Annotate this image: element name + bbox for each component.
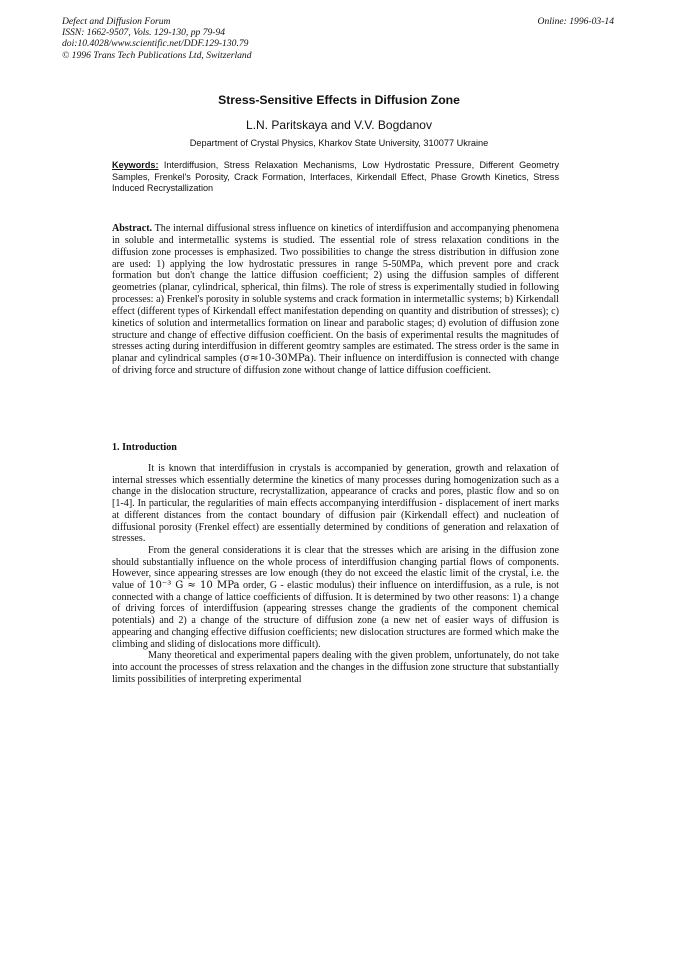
paper-title: Stress-Sensitive Effects in Diffusion Zone — [218, 93, 460, 107]
journal-name: Defect and Diffusion Forum — [62, 16, 171, 27]
intro-paragraph-3: Many theoretical and experimental papers dealing with the given problem, unfortunately, do not take into account the processes of stress relaxation and the changes in the diffusion zone structure that substantially limits possibilities of interpreting experimental — [112, 650, 559, 685]
intro-paragraph-2-text-2: order, G - elastic modulus) their influence on interdiffusion, as a rule, is not connected with a change of lattice coefficients of diffusion. It is determined by two other reasons: 1) a change of driving forces of interdiffusion (appearing stresses change the gradients of the component chemical potentials) and 2) a change of the structure of diffusion zone (a new net of easier ways of diffusion is appearing and changing effective diffusion coefficients; new dislocation structures are formed which make the climbing and sliding of dislocations more difficult). — [112, 580, 559, 650]
copyright-line: © 1996 Trans Tech Publications Ltd, Switzerland — [62, 49, 252, 61]
paper-authors: L.N. Paritskaya and V.V. Bogdanov — [246, 118, 432, 132]
intro-paragraph-2 — [112, 545, 559, 650]
abstract-sigma: σ≈10-30MPa — [243, 353, 311, 365]
doi-line: doi:10.4028/www.scientific.net/DDF.129-130.79 — [62, 38, 249, 50]
elastic-limit-formula: 10⁻³ G ≈ 10 MPa — [149, 580, 240, 592]
abstract-text-1: The internal diffusional stress influence on kinetics of interdiffusion and accompanying phenomena in soluble and intermetallic systems is studied. The essential role of stress relaxation conditions in the diffusion zone processes is emphasized. Two possibilities to change the stress distribution in diffusion zone are used: 1) applying the low hydrostatic pressures in range 5-50MPa, which prevent pore and crack formation but don't change the lattice diffusion coefficient; 2) using the diffusion samples of different geometries (planar, cylindrical, spherical, thin films). The role of stress is experimentally studied in following processes: a) Frenkel's porosity in soluble systems and crack formation in intermetallic systems; b) Kirkendall effect (different types of Kirkendall effect manifestation depending on quantity and distribution of stresses); c) kinetics of solution and intermetallics formation on linear and parabolic stages; d) evolution of diffusion zone structure and change of effective diffusion coefficient. On the basis of experimental results the magnitudes of stresses acting during interdiffusion in different geomtry samples are estimated. The stress order is the same in planar and cylindrical samples ( — [112, 223, 559, 365]
issn-line: ISSN: 1662-9507, Vols. 129-130, pp 79-94 — [62, 27, 226, 39]
abstract-block — [112, 223, 559, 377]
online-date: Online: 1996-03-14 — [537, 16, 614, 27]
paper-affiliation: Department of Crystal Physics, Kharkov State University, 310077 Ukraine — [189, 138, 489, 148]
intro-paragraph-2-text-1: From the general considerations it is clear that the stresses which are arising in the diffusion zone should substantially influence on the whole process of interdiffusion changing partial flows of components. However, since appearing stresses are low enough (they do not exceed the elastic limit of the crystal, i.e. the value of — [112, 544, 559, 592]
publication-info — [62, 16, 252, 61]
abstract-label: Abstract. — [112, 223, 153, 234]
section-heading-introduction: 1. Introduction — [112, 442, 177, 453]
introduction-body — [112, 463, 559, 685]
intro-paragraph-1: It is known that interdiffusion in crystals is accompanied by generation, growth and relaxation of internal stresses which essentially determine the kinetics of many processes during homogenization such as a change in the dislocation structure, recrystallization, appearance of cracks and pores, plastic flow and so on [1-4]. In particular, the regularities of main effects accompanying interdiffusion - displacement of inert marks at different distances from the contact boundary of diffusion pair (Kirkendall effect) and nucleation of diffusional porosity (Frenkel effect) are essentially determined by conditions of generation and relaxation of stresses. — [112, 463, 559, 545]
keywords-block — [112, 160, 559, 195]
abstract-text-2: ). Their influence on interdiffusion is connected with change of driving force and structure of diffusion zone without change of lattice diffusion coefficient. — [112, 353, 559, 377]
keywords-label: Keywords: — [112, 160, 159, 170]
keywords-text: Interdiffusion, Stress Relaxation Mechanisms, Low Hydrostatic Pressure, Different Geometry Samples, Frenkel's Porosity, Crack Formation, Interfaces, Kirkendall Effect, Phase Growth Kinetics, Stress Induced Recrystallization — [112, 160, 560, 194]
